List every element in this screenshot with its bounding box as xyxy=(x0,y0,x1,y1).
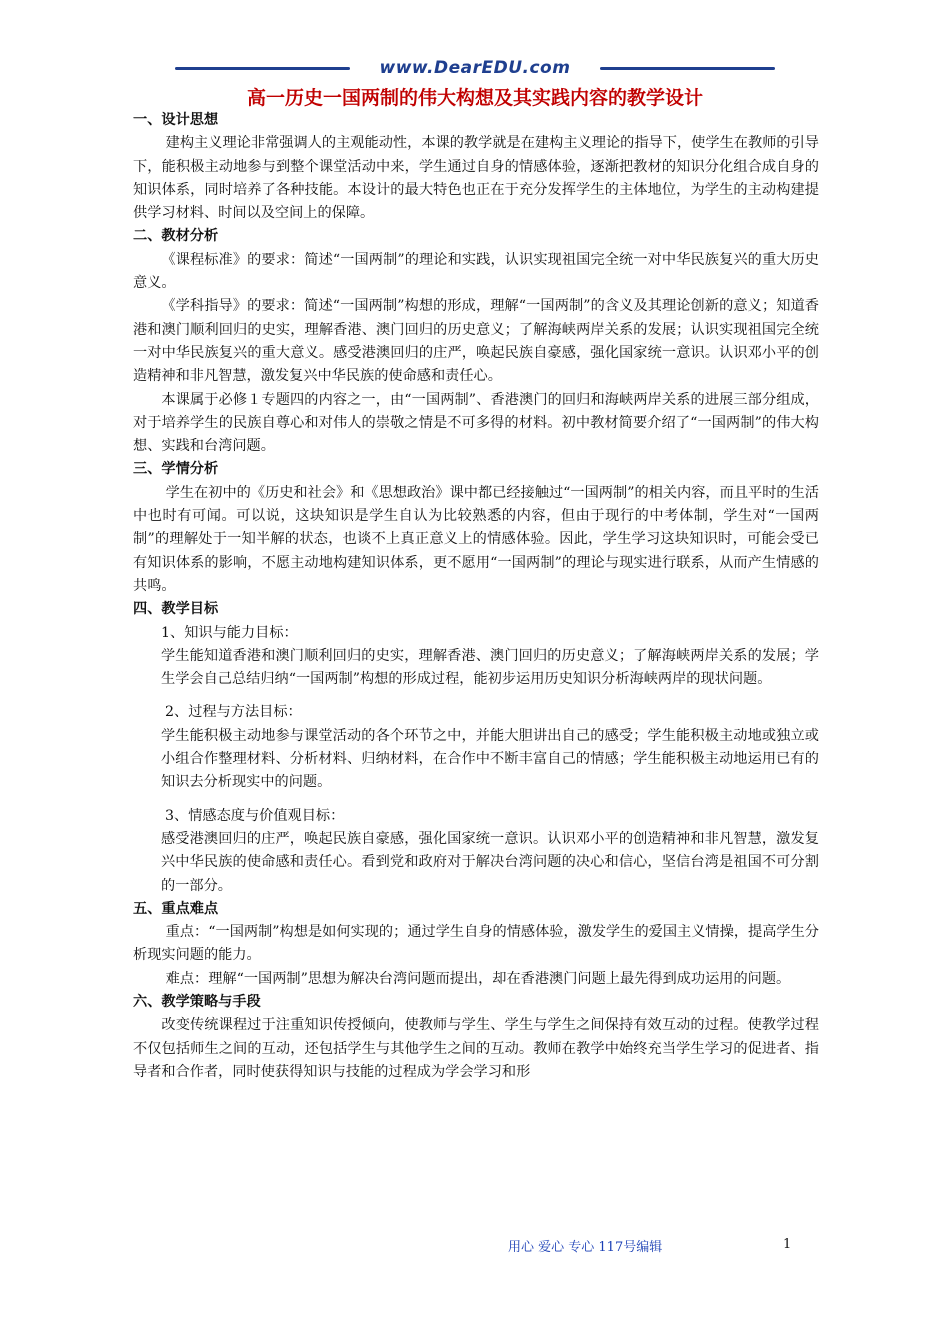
section-3-paragraph: 学生在初中的《历史和社会》和《思想政治》课中都已经接触过“一国两制”的相关内容，而且平时的生活中也时有可闻。可以说，这块知识是学生自认为比较熟悉的内容，但由于现行的中考体制，学生对“一国两制”的理解处于一知半解的状态，也谈不上真正意义上的情感体验。因此，学生学习这块知识时，可能会受已有知识体系的影响，不愿主动地构建知识体系，更不愿用“一国两制”的理论与现实进行联系，从而产生情感的共鸣。 xyxy=(133,484,819,594)
section-heading-3: 三、学情分析 xyxy=(133,461,219,478)
document-title: 高一历史一国两制的伟大构想及其实践内容的教学设计 xyxy=(246,87,703,109)
section-6-paragraph: 改变传统课程过于注重知识传授倾向，使教师与学生、学生与学生之间保持有效互动的过程。使教学过程不仅包括师生之间的互动，还包括学生与其他学生之间的互动。教师在教学中始终充当学生学习的促进者、指导者和合作者，同时使获得知识与技能的过程成为学会学习和形 xyxy=(133,1017,819,1080)
objective-3-text: 感受港澳回归的庄严，唤起民族自豪感，强化国家统一意识。认识邓小平的创造精神和非凡智慧，激发复兴中华民族的使命感和责任心。看到党和政府对于解决台湾问题的决心和信心，坚信台湾是祖国不可分割的一部分。 xyxy=(161,830,819,894)
logo-right-wing xyxy=(600,67,775,70)
section-heading-6: 六、教学策略与手段 xyxy=(133,993,261,1010)
section-2-paragraph-1: 《课程标准》的要求：简述“一国两制”的理论和实践，认识实现祖国完全统一对中华民族复兴的重大历史意义。 xyxy=(133,251,819,292)
section-heading-4: 四、教学目标 xyxy=(133,601,219,618)
objective-2-heading: 2、过程与方法目标： xyxy=(165,704,302,721)
page-number: 1 xyxy=(783,1237,792,1252)
objective-1-heading: 1、知识与能力目标： xyxy=(161,624,298,641)
section-2-paragraph-2: 《学科指导》的要求：简述“一国两制”构想的形成，理解“一国两制”的含义及其理论创新的意义；知道香港和澳门顺利回归的史实，理解香港、澳门回归的历史意义；了解海峡两岸关系的发展；认识实现祖国完全统一对中华民族复兴的重大意义。感受港澳回归的庄严，唤起民族自豪感，强化国家统一意识。认识邓小平的创造精神和非凡智慧，激发复兴中华民族的使命感和责任心。 xyxy=(133,298,819,385)
site-header-logo xyxy=(175,58,775,80)
section-5-difficulty: 难点：理解“一国两制”思想为解决台湾问题而提出，却在香港澳门问题上最先得到成功运用的问题。 xyxy=(165,970,791,987)
section-2-paragraph-3: 本课属于必修１专题四的内容之一，由“一国两制”、香港澳门的回归和海峡两岸关系的进展三部分组成，对于培养学生的民族自尊心和对伟人的崇敬之情是不可多得的材料。初中教材简要介绍了“一国两制”的伟大构想、实践和台湾问题。 xyxy=(133,391,819,455)
section-5-key-point: 重点：“一国两制”构想是如何实现的；通过学生自身的情感体验，激发学生的爱国主义情操，提高学生分析现实问题的能力。 xyxy=(133,924,819,964)
section-heading-5: 五、重点难点 xyxy=(133,900,219,917)
objective-2-text: 学生能积极主动地参与课堂活动的各个环节之中，并能大胆讲出自己的感受；学生能积极主动地或独立或小组合作整理材料、分析材料、归纳材料，在合作中不断丰富自己的情感；学生能积极主动地运用已有的知识去分析现实中的问题。 xyxy=(161,727,819,791)
document-body xyxy=(133,109,819,1084)
logo-left-wing xyxy=(175,67,350,70)
objective-1-text: 学生能知道香港和澳门顺利回归的史实，理解香港、澳门回归的历史意义；了解海峡两岸关系的发展；学生学会自己总结归纳“一国两制”构想的形成过程，能初步运用历史知识分析海峡两岸的现状问题。 xyxy=(161,647,819,688)
site-url: www.DearEDU.com xyxy=(379,58,571,78)
section-heading-2: 二、教材分析 xyxy=(133,228,219,245)
section-1-paragraph: 建构主义理论非常强调人的主观能动性，本课的教学就是在建构主义理论的指导下，使学生在教师的引导下，能积极主动地参与到整个课堂活动中来，学生通过自身的情感体验，逐渐把教材的知识分化组合成自身的知识体系，同时培养了各种技能。本设计的最大特色也正在于充分发挥学生的主体地位，为学生的主动构建提供学习材料、时间以及空间上的保障。 xyxy=(133,135,819,222)
objective-3-heading: 3、情感态度与价值观目标： xyxy=(165,807,345,824)
section-heading-1: 一、设计思想 xyxy=(133,112,219,128)
footer-text: 用心 爱心 专心 117号编辑 xyxy=(508,1240,663,1255)
